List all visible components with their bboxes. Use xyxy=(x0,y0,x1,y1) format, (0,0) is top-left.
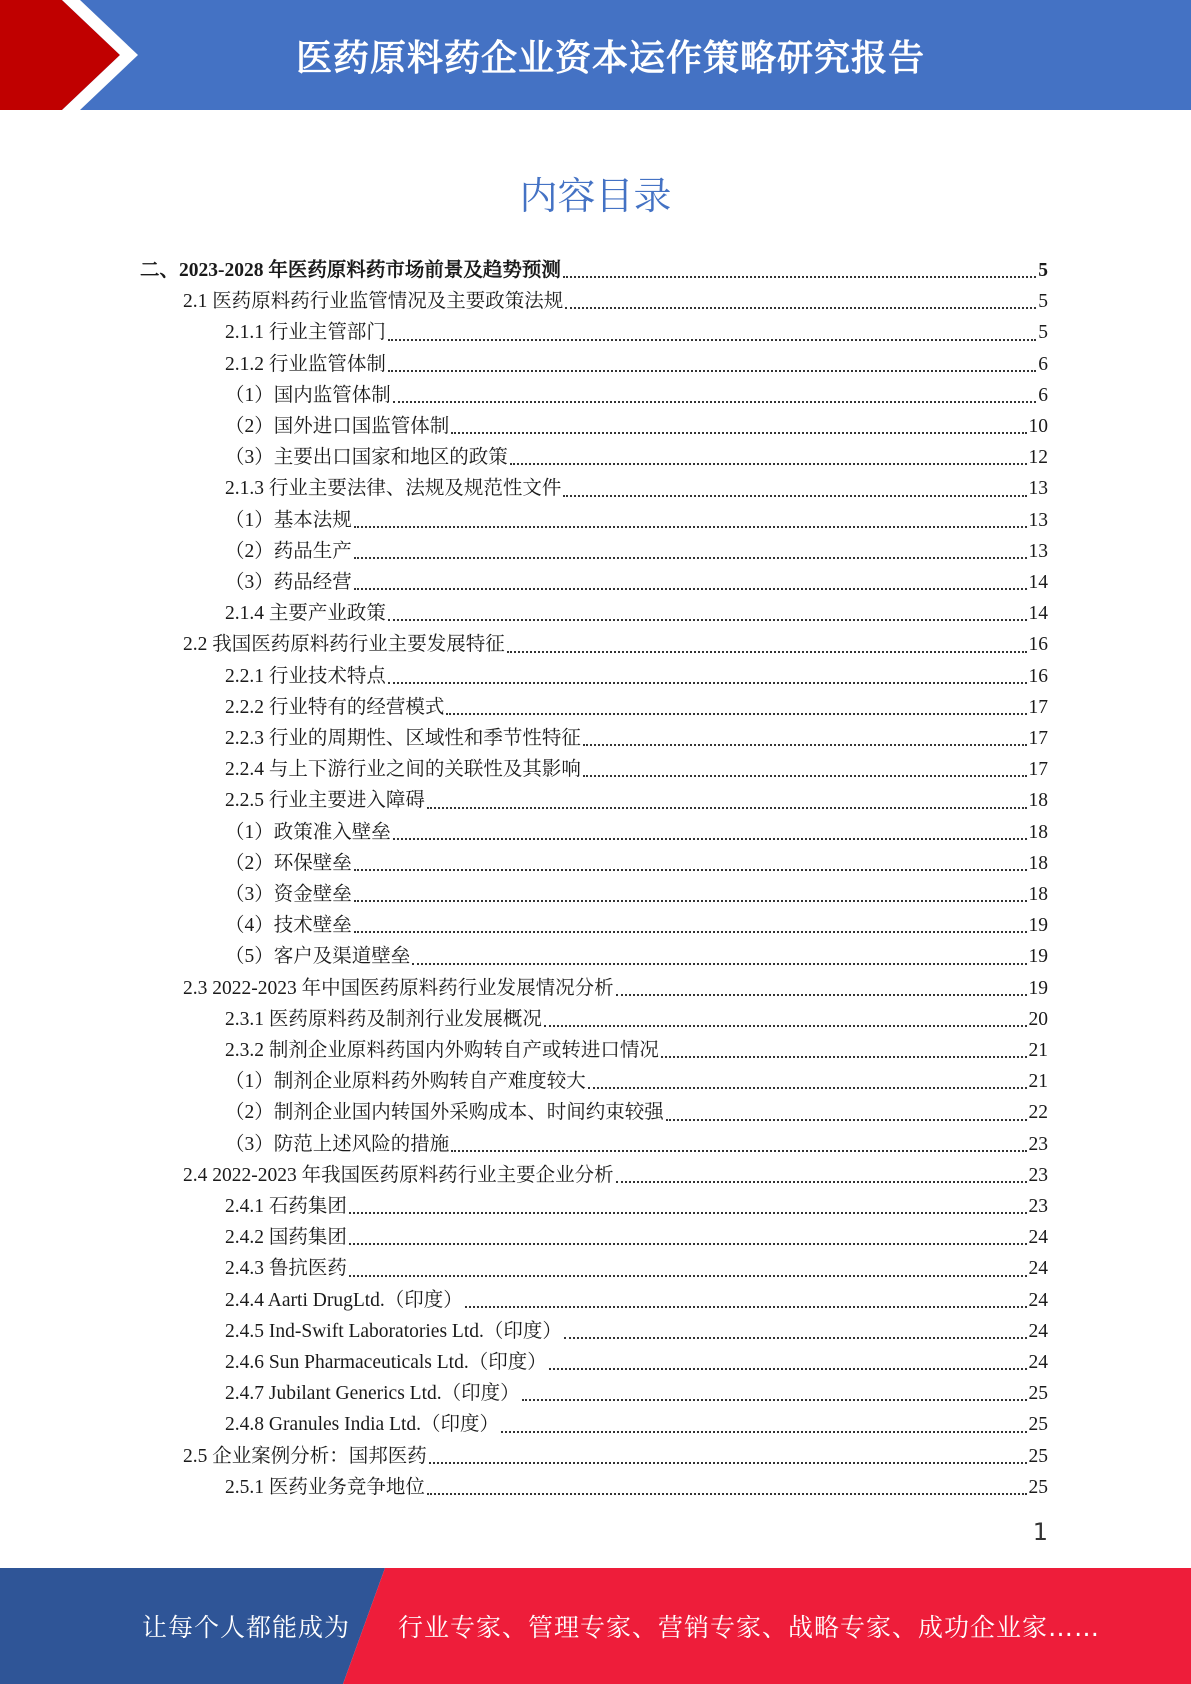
toc-entry-page: 20 xyxy=(1028,1008,1048,1030)
toc-entry-label: 2.3 2022-2023 年中国医药原料药行业发展情况分析 xyxy=(183,977,614,999)
dot-leader xyxy=(354,526,1027,528)
toc-entry-label: 2.2 我国医药原料药行业主要发展特征 xyxy=(183,634,505,656)
toc-entry-label: （2）国外进口国监管体制 xyxy=(225,416,450,437)
dot-leader xyxy=(465,1306,1027,1308)
toc-entry-page: 23 xyxy=(1028,1196,1048,1217)
dot-leader xyxy=(349,1275,1027,1277)
toc-entry-page: 21 xyxy=(1028,1071,1048,1093)
dot-leader xyxy=(412,963,1026,965)
toc-entry-label: 2.1.2 行业监管体制 xyxy=(225,353,386,375)
toc-entry-label: 2.3.1 医药原料药及制剂行业发展概况 xyxy=(225,1008,542,1030)
toc-entry-page: 5 xyxy=(1038,322,1048,344)
toc-entry-label: 二、2023-2028 年医药原料药市场前景及趋势预测 xyxy=(140,260,561,281)
toc-entry-label: （4）技术壁垒 xyxy=(225,915,352,937)
toc-entry-label: 2.1.4 主要产业政策 xyxy=(225,603,386,625)
chevron-arrow-icon xyxy=(0,0,150,110)
toc-entry[interactable] xyxy=(225,784,1048,815)
toc-entry-page: 5 xyxy=(1038,260,1048,281)
dot-leader xyxy=(661,1056,1027,1058)
toc-entry-page: 25 xyxy=(1028,1414,1048,1436)
toc-entry[interactable] xyxy=(225,410,1048,441)
toc-entry[interactable] xyxy=(140,254,1048,285)
toc-entry[interactable] xyxy=(225,878,1048,909)
toc-entry-page: 13 xyxy=(1028,478,1048,500)
toc-entry-label: 2.2.4 与上下游行业之间的关联性及其影响 xyxy=(225,759,581,781)
toc-entry[interactable] xyxy=(183,1440,1048,1471)
dot-leader xyxy=(393,401,1036,403)
toc-entry[interactable] xyxy=(183,1159,1048,1190)
toc-entry-label: （1）国内监管体制 xyxy=(225,384,391,406)
toc-entry-page: 14 xyxy=(1028,572,1048,593)
toc-entry[interactable] xyxy=(225,1096,1048,1127)
toc-entry[interactable] xyxy=(225,1252,1048,1283)
dot-leader xyxy=(393,838,1027,840)
toc-entry-label: （1）政策准入壁垒 xyxy=(225,821,391,843)
toc-entry-label: 2.4.7 Jubilant Generics Ltd.（印度） xyxy=(225,1383,520,1405)
dot-leader xyxy=(388,370,1036,372)
toc-entry[interactable] xyxy=(225,660,1048,691)
dot-leader xyxy=(522,1399,1027,1401)
toc-entry-label: 2.2.1 行业技术特点 xyxy=(225,665,386,687)
toc-entry[interactable] xyxy=(225,504,1048,535)
toc-entry-page: 19 xyxy=(1028,977,1048,999)
toc-entry-page: 21 xyxy=(1028,1040,1048,1061)
toc-entry-label: 2.3.2 制剂企业原料药国内外购转自产或转进口情况 xyxy=(225,1040,659,1061)
toc-entry-page: 24 xyxy=(1028,1227,1048,1249)
toc-entry-page: 17 xyxy=(1028,759,1048,781)
dot-leader xyxy=(507,651,1027,653)
toc-entry[interactable] xyxy=(225,379,1048,410)
toc-entry-label: 2.4.5 Ind-Swift Laboratories Ltd.（印度） xyxy=(225,1320,562,1342)
toc-entry[interactable] xyxy=(225,722,1048,753)
dot-leader xyxy=(544,1025,1027,1027)
toc-entry-page: 6 xyxy=(1038,353,1048,375)
toc-entry-page: 24 xyxy=(1028,1352,1048,1373)
toc-entry-page: 6 xyxy=(1038,384,1048,406)
toc-entry-page: 16 xyxy=(1028,665,1048,687)
dot-leader xyxy=(354,588,1027,590)
footer-banner xyxy=(0,1568,1191,1684)
toc-entry-page: 23 xyxy=(1028,1164,1048,1186)
toc-entry-page: 25 xyxy=(1028,1383,1048,1405)
toc-entry[interactable] xyxy=(183,628,1048,659)
toc-entry-label: 2.4.6 Sun Pharmaceuticals Ltd.（印度） xyxy=(225,1352,547,1373)
toc-entry-label: 2.4.1 石药集团 xyxy=(225,1196,347,1217)
toc-entry[interactable] xyxy=(225,691,1048,722)
dot-leader xyxy=(583,744,1027,746)
dot-leader xyxy=(549,1368,1027,1370)
page-number: 1 xyxy=(1032,1518,1048,1546)
dot-leader xyxy=(565,307,1036,309)
toc-entry-page: 24 xyxy=(1028,1289,1048,1311)
toc-entry-page: 5 xyxy=(1038,291,1048,313)
toc-entry[interactable] xyxy=(225,1346,1048,1377)
toc-entry-page: 18 xyxy=(1028,821,1048,843)
header-banner xyxy=(0,0,1191,110)
toc-entry-page: 19 xyxy=(1028,915,1048,937)
dot-leader xyxy=(588,1087,1027,1089)
toc-entry[interactable] xyxy=(225,597,1048,628)
toc-entry[interactable] xyxy=(225,1190,1048,1221)
toc-entry-page: 19 xyxy=(1028,946,1048,968)
dot-leader xyxy=(616,994,1027,996)
dot-leader xyxy=(427,807,1027,809)
toc-entry[interactable] xyxy=(225,1471,1048,1502)
toc-entry-page: 18 xyxy=(1028,790,1048,812)
toc-entry-label: 2.5.1 医药业务竞争地位 xyxy=(225,1476,425,1498)
toc-entry[interactable] xyxy=(225,909,1048,940)
toc-entry[interactable] xyxy=(225,566,1048,597)
toc-entry-page: 17 xyxy=(1028,728,1048,749)
dot-leader xyxy=(388,339,1036,341)
toc-entry-page: 12 xyxy=(1028,447,1048,469)
footer-slogan-right: 行业专家、管理专家、营销专家、战略专家、成功企业家…… xyxy=(398,1613,1101,1642)
toc-entry[interactable] xyxy=(225,1128,1048,1159)
dot-leader xyxy=(451,432,1026,434)
toc-entry-page: 13 xyxy=(1028,509,1048,531)
toc-entry-page: 16 xyxy=(1028,634,1048,656)
dot-leader xyxy=(349,1212,1027,1214)
toc-entry[interactable] xyxy=(225,1034,1048,1065)
dot-leader xyxy=(388,682,1027,684)
toc-entry-page: 17 xyxy=(1028,696,1048,718)
toc-entry-label: （3）防范上述风险的措施 xyxy=(225,1133,450,1155)
toc-entry-label: 2.4 2022-2023 年我国医药原料药行业主要企业分析 xyxy=(183,1164,614,1186)
toc-entry-label: 2.4.8 Granules India Ltd.（印度） xyxy=(225,1414,500,1436)
toc-entry[interactable] xyxy=(225,816,1048,847)
toc-entry-page: 10 xyxy=(1028,416,1048,437)
toc-entry[interactable] xyxy=(225,348,1048,379)
toc-entry[interactable] xyxy=(183,285,1048,316)
toc-entry-label: （3）主要出口国家和地区的政策 xyxy=(225,447,508,469)
toc-entry[interactable] xyxy=(225,753,1048,784)
toc-entry[interactable] xyxy=(225,316,1048,347)
toc-entry[interactable] xyxy=(225,1408,1048,1439)
toc-entry[interactable] xyxy=(225,535,1048,566)
dot-leader xyxy=(666,1119,1027,1121)
toc-entry-label: （2）制剂企业国内转国外采购成本、时间约束较强 xyxy=(225,1102,664,1124)
toc-entry[interactable] xyxy=(225,1377,1048,1408)
dot-leader xyxy=(564,1337,1027,1339)
toc-entry-label: （3）资金壁垒 xyxy=(225,884,352,905)
dot-leader xyxy=(563,495,1026,497)
dot-leader xyxy=(563,276,1036,278)
toc-entry[interactable] xyxy=(225,1284,1048,1315)
toc-entry-label: （2）药品生产 xyxy=(225,540,352,562)
toc-entry-label: 2.1 医药原料药行业监管情况及主要政策法规 xyxy=(183,291,564,313)
toc-entry-label: （3）药品经营 xyxy=(225,572,352,593)
dot-leader xyxy=(501,1431,1026,1433)
toc-entry-page: 22 xyxy=(1028,1102,1048,1124)
toc-entry-page: 24 xyxy=(1028,1258,1048,1280)
dot-leader xyxy=(354,869,1027,871)
toc-entry-page: 23 xyxy=(1028,1133,1048,1155)
dot-leader xyxy=(354,557,1027,559)
toc-entry[interactable] xyxy=(225,940,1048,971)
toc-entry[interactable] xyxy=(183,972,1048,1003)
dot-leader xyxy=(427,1493,1027,1495)
toc-entry-page: 13 xyxy=(1028,540,1048,562)
toc-entry-label: 2.1.3 行业主要法律、法规及规范性文件 xyxy=(225,478,562,500)
toc-entry-label: （1）制剂企业原料药外购转自产难度较大 xyxy=(225,1071,586,1093)
toc-entry-label: （2）环保壁垒 xyxy=(225,852,352,874)
footer-slogan-left: 让每个人都能成为 xyxy=(142,1613,351,1642)
toc-entry-label: （1）基本法规 xyxy=(225,509,352,531)
dot-leader xyxy=(616,1181,1027,1183)
toc-entry-label: 2.4.3 鲁抗医药 xyxy=(225,1258,347,1280)
report-title: 医药原料药企业资本运作策略研究报告 xyxy=(295,37,925,79)
toc-entry[interactable] xyxy=(225,1003,1048,1034)
toc-entry-page: 25 xyxy=(1028,1476,1048,1498)
dot-leader xyxy=(429,1462,1027,1464)
toc-entry[interactable] xyxy=(225,1221,1048,1252)
toc-entry-page: 24 xyxy=(1028,1320,1048,1342)
toc-entry-page: 18 xyxy=(1028,884,1048,905)
toc-entry[interactable] xyxy=(225,847,1048,878)
dot-leader xyxy=(583,775,1027,777)
toc-entry[interactable] xyxy=(225,472,1048,503)
toc-entry-label: 2.1.1 行业主管部门 xyxy=(225,322,386,344)
toc-entry-label: 2.2.3 行业的周期性、区域性和季节性特征 xyxy=(225,728,581,749)
toc-entry-page: 18 xyxy=(1028,852,1048,874)
toc-entry[interactable] xyxy=(225,1315,1048,1346)
dot-leader xyxy=(388,619,1027,621)
dot-leader xyxy=(354,900,1027,902)
toc-entry[interactable] xyxy=(225,441,1048,472)
dot-leader xyxy=(349,1243,1027,1245)
toc-entry-label: 2.4.2 国药集团 xyxy=(225,1227,347,1249)
toc-entry-label: 2.2.5 行业主要进入障碍 xyxy=(225,790,425,812)
toc-heading: 内容目录 xyxy=(519,174,672,218)
dot-leader xyxy=(451,1150,1026,1152)
toc-entry-page: 25 xyxy=(1028,1445,1048,1467)
toc-entry-label: 2.5 企业案例分析：国邦医药 xyxy=(183,1445,427,1467)
dot-leader xyxy=(446,713,1026,715)
dot-leader xyxy=(354,931,1027,933)
dot-leader xyxy=(510,463,1027,465)
toc-entry-label: 2.4.4 Aarti DrugLtd.（印度） xyxy=(225,1289,463,1311)
toc-entry[interactable] xyxy=(225,1065,1048,1096)
toc-entry-page: 14 xyxy=(1028,603,1048,625)
toc-entry-label: （5）客户及渠道壁垒 xyxy=(225,946,411,968)
toc-entry-label: 2.2.2 行业特有的经营模式 xyxy=(225,696,445,718)
